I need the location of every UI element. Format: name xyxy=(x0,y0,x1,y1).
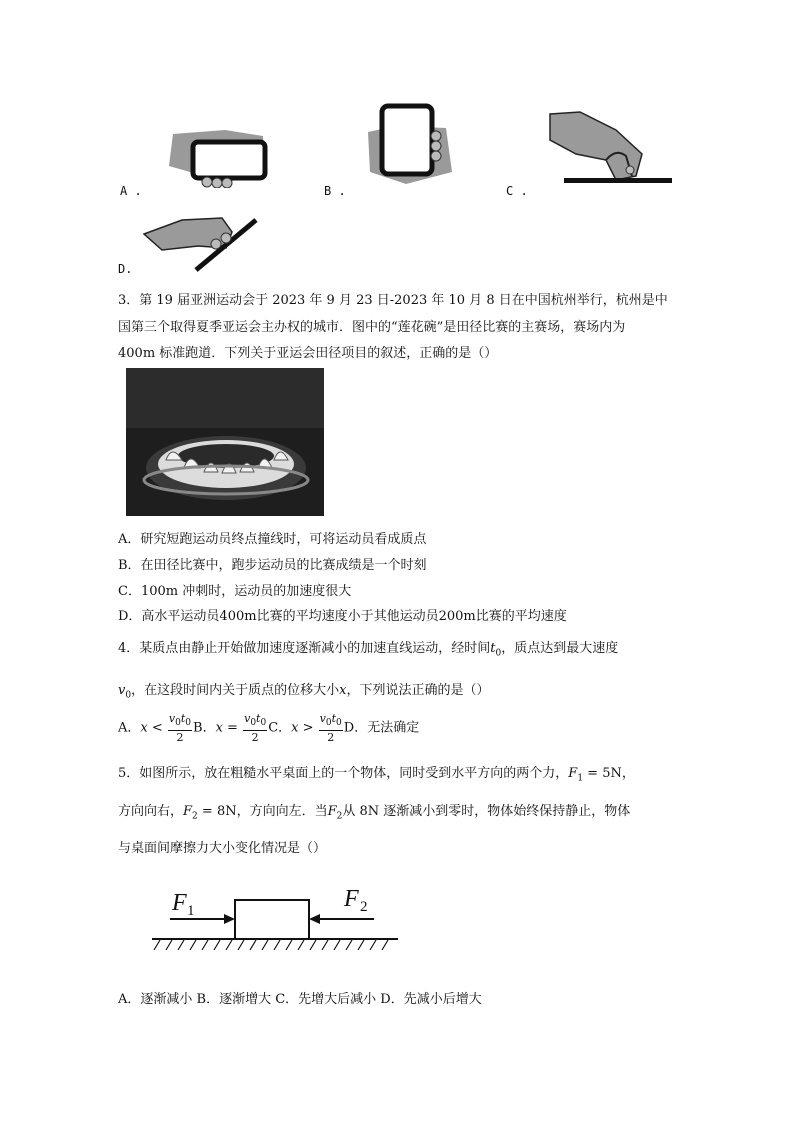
q3-option-a: A．研究短跑运动员终点撞线时，可将运动员看成质点 xyxy=(118,532,427,547)
option-a-image xyxy=(165,126,275,188)
option-c-image xyxy=(546,110,676,190)
q4-stem-line-2: $v_0$，在这段时间内关于质点的位移大小x，下列说法正确的是（） xyxy=(118,683,490,701)
option-b-label: B . xyxy=(324,184,346,198)
q4-stem-line-1: 4．某质点由静止开始做加速度逐渐减小的加速直线运动，经时间$t_0$，质点达到最大速度 xyxy=(118,641,619,659)
f1-subscript: 1 xyxy=(187,903,195,919)
q3-stem-line-3: 400m 标准跑道．下列关于亚运会田径项目的叙述，正确的是（） xyxy=(118,346,498,361)
option-d-label: D. xyxy=(118,262,133,276)
option-c-label: C . xyxy=(506,184,528,198)
option-b-image xyxy=(366,102,456,186)
q5-stem-line-2: 方向向右，$F_2 = 8N$，方向向左．当$F_2$从 8N 逐渐减小到零时，物体始终保持静止，物体 xyxy=(118,804,631,822)
q5-stem-line-1: 5．如图所示，放在粗糙水平桌面上的一个物体，同时受到水平方向的两个力，$F_1 = 5N$， xyxy=(118,766,635,784)
q3-option-b: B．在田径比赛中，跑步运动员的比赛成绩是一个时刻 xyxy=(118,558,427,573)
q5-options: A．逐渐减小 B．逐渐增大 C．先增大后减小 D．先减小后增大 xyxy=(118,992,482,1007)
q3-stem-line-1: 3．第 19 届亚洲运动会于 2023 年 9 月 23 日-2023 年 10 月 8 日在中国杭州举行，杭州是中 xyxy=(118,293,668,308)
option-d-image xyxy=(142,214,260,274)
q3-option-d: D．高水平运动员400m比赛的平均速度小于其他运动员200m比赛的平均速度 xyxy=(118,609,567,624)
f2-subscript: 2 xyxy=(360,899,368,915)
f1-label: F xyxy=(172,890,187,916)
q3-stem-line-2: 国第三个取得夏季亚运会主办权的城市．图中的“莲花碗”是田径比赛的主赛场，赛场内为 xyxy=(118,320,626,335)
force-diagram xyxy=(148,884,402,956)
option-a-label: A . xyxy=(120,184,142,198)
stadium-photo xyxy=(126,368,324,516)
f2-label: F xyxy=(344,886,359,912)
q5-stem-line-3: 与桌面间摩擦力大小变化情况是（） xyxy=(118,841,327,856)
q3-option-c: C．100m 冲刺时，运动员的加速度很大 xyxy=(118,584,352,599)
q4-options: A．x < $\frac{v_0t_0}{2}$ B．x = $\frac{v_0t_0}{2}$ C．x > $\frac{v_0t_0}{2}$ D．无法确定 xyxy=(118,712,420,745)
